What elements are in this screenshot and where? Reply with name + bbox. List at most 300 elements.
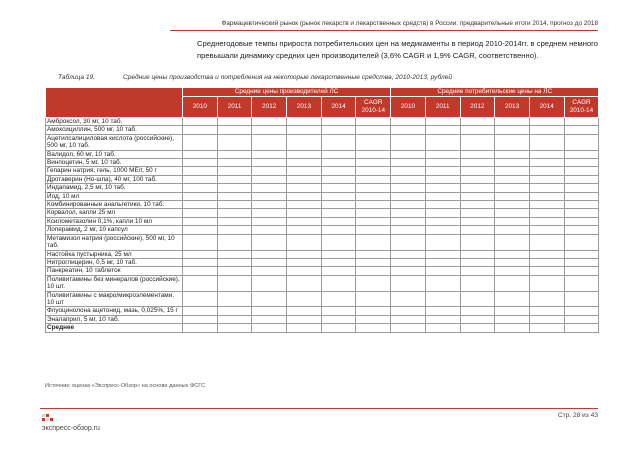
value-cell — [287, 315, 322, 323]
prices-table — [45, 87, 599, 333]
value-cell — [495, 192, 530, 200]
value-cell — [529, 118, 564, 126]
row-label: Амброксол, 30 мг, 10 таб. — [46, 118, 183, 126]
value-cell — [321, 315, 356, 323]
value-cell — [425, 217, 460, 225]
value-cell — [217, 226, 252, 234]
intro-paragraph: Среднегодовые темпы прироста потребительских цен на медикаменты в период 2010-2014гг. в среднем немного превышали динамику средних цен производителей (3,6% CAGR и 1,9% CAGR, соответственно). — [197, 39, 598, 60]
value-cell — [564, 159, 599, 167]
value-cell — [564, 201, 599, 209]
value-cell — [460, 201, 495, 209]
value-cell — [495, 226, 530, 234]
value-cell — [356, 324, 391, 332]
value-cell — [252, 291, 287, 307]
year-header: 2011 — [217, 97, 252, 118]
table-row — [46, 258, 599, 266]
value-cell — [356, 167, 391, 175]
value-cell — [460, 307, 495, 315]
value-cell — [391, 324, 426, 332]
value-cell — [356, 217, 391, 225]
value-cell — [495, 134, 530, 150]
value-cell — [356, 234, 391, 250]
value-cell — [356, 201, 391, 209]
value-cell — [495, 234, 530, 250]
value-cell — [564, 267, 599, 275]
value-cell — [217, 134, 252, 150]
value-cell — [217, 258, 252, 266]
value-cell — [356, 150, 391, 158]
value-cell — [287, 201, 322, 209]
value-cell — [183, 159, 218, 167]
value-cell — [425, 315, 460, 323]
value-cell — [529, 192, 564, 200]
value-cell — [529, 159, 564, 167]
value-cell — [356, 307, 391, 315]
value-cell — [252, 184, 287, 192]
value-cell — [564, 184, 599, 192]
value-cell — [183, 209, 218, 217]
group-header-consumer: Средние потребительские цены на ЛС — [391, 88, 599, 97]
row-label: Поливитамины с макро/микроэлементами, 10 шт — [46, 291, 183, 307]
value-cell — [287, 324, 322, 332]
value-cell — [287, 275, 322, 291]
value-cell — [217, 201, 252, 209]
value-cell — [217, 118, 252, 126]
source-note: Источник: оценка «Экспресс-Обзор» на основе данных ФСГС — [45, 383, 206, 389]
value-cell — [425, 250, 460, 258]
value-cell — [183, 234, 218, 250]
row-label: Метамизол натрия (российские), 500 мг, 10 таб. — [46, 234, 183, 250]
table-row — [46, 175, 599, 183]
value-cell — [391, 234, 426, 250]
value-cell — [391, 201, 426, 209]
value-cell — [217, 307, 252, 315]
value-cell — [321, 258, 356, 266]
value-cell — [252, 258, 287, 266]
page-header: Фармацевтический рынок (рынок лекарств и лекарственных средств) в России: предварительные итоги 2014, прогноз до 2018 — [170, 20, 598, 31]
value-cell — [217, 209, 252, 217]
value-cell — [217, 217, 252, 225]
value-cell — [564, 291, 599, 307]
value-cell — [425, 209, 460, 217]
value-cell — [252, 250, 287, 258]
table-caption — [58, 74, 598, 81]
value-cell — [287, 258, 322, 266]
value-cell — [252, 167, 287, 175]
table-row — [46, 250, 599, 258]
year-header: 2010 — [183, 97, 218, 118]
value-cell — [183, 267, 218, 275]
value-cell — [391, 167, 426, 175]
value-cell — [287, 167, 322, 175]
value-cell — [564, 150, 599, 158]
value-cell — [252, 159, 287, 167]
table-title: Средние цены производства и потребления на некоторые лекарственные средства, 2010-2013, рублей — [123, 74, 453, 81]
value-cell — [529, 315, 564, 323]
value-cell — [391, 291, 426, 307]
value-cell — [252, 267, 287, 275]
year-header: 2011 — [425, 97, 460, 118]
cagr-header: CAGR 2010-14 — [356, 97, 391, 118]
value-cell — [391, 258, 426, 266]
value-cell — [183, 118, 218, 126]
value-cell — [252, 118, 287, 126]
value-cell — [495, 167, 530, 175]
value-cell — [460, 192, 495, 200]
value-cell — [460, 250, 495, 258]
value-cell — [183, 275, 218, 291]
value-cell — [425, 167, 460, 175]
value-cell — [391, 209, 426, 217]
value-cell — [425, 324, 460, 332]
row-label: Корвалол, капли 25 мл — [46, 209, 183, 217]
value-cell — [391, 126, 426, 134]
value-cell — [529, 150, 564, 158]
value-cell — [287, 159, 322, 167]
value-cell — [425, 126, 460, 134]
value-cell — [529, 267, 564, 275]
table-row — [46, 118, 599, 126]
value-cell — [495, 150, 530, 158]
value-cell — [495, 267, 530, 275]
value-cell — [529, 291, 564, 307]
value-cell — [321, 175, 356, 183]
value-cell — [356, 192, 391, 200]
value-cell — [321, 201, 356, 209]
value-cell — [356, 134, 391, 150]
value-cell — [425, 118, 460, 126]
value-cell — [252, 324, 287, 332]
table-row — [46, 184, 599, 192]
value-cell — [460, 226, 495, 234]
table-row — [46, 307, 599, 315]
value-cell — [564, 134, 599, 150]
row-label: Валидол, 60 мг, 10 таб. — [46, 150, 183, 158]
year-header: 2014 — [529, 97, 564, 118]
value-cell — [356, 250, 391, 258]
value-cell — [321, 126, 356, 134]
value-cell — [495, 250, 530, 258]
value-cell — [564, 175, 599, 183]
table-row — [46, 275, 599, 291]
footer-divider — [40, 408, 598, 409]
value-cell — [529, 134, 564, 150]
logo-icon — [40, 412, 140, 434]
value-cell — [495, 217, 530, 225]
value-cell — [564, 307, 599, 315]
value-cell — [356, 175, 391, 183]
value-cell — [356, 118, 391, 126]
value-cell — [391, 250, 426, 258]
table-row — [46, 234, 599, 250]
table-row — [46, 315, 599, 323]
logo-text: экспресс-обзор.ru — [42, 425, 100, 432]
value-cell — [183, 258, 218, 266]
row-label: Панкреатин, 10 таблеток — [46, 267, 183, 275]
value-cell — [425, 184, 460, 192]
value-cell — [460, 118, 495, 126]
value-cell — [564, 226, 599, 234]
value-cell — [356, 184, 391, 192]
value-cell — [252, 134, 287, 150]
value-cell — [391, 150, 426, 158]
table-row — [46, 267, 599, 275]
value-cell — [564, 315, 599, 323]
value-cell — [287, 192, 322, 200]
value-cell — [183, 315, 218, 323]
row-label: Настойка пустырника, 25 мл — [46, 250, 183, 258]
value-cell — [252, 201, 287, 209]
value-cell — [287, 126, 322, 134]
value-cell — [321, 209, 356, 217]
value-cell — [287, 234, 322, 250]
year-header: 2012 — [252, 97, 287, 118]
value-cell — [391, 226, 426, 234]
value-cell — [425, 134, 460, 150]
value-cell — [321, 324, 356, 332]
value-cell — [495, 258, 530, 266]
value-cell — [460, 126, 495, 134]
value-cell — [321, 118, 356, 126]
value-cell — [287, 118, 322, 126]
header-corner — [46, 88, 183, 118]
value-cell — [529, 307, 564, 315]
value-cell — [495, 291, 530, 307]
value-cell — [183, 192, 218, 200]
value-cell — [391, 275, 426, 291]
value-cell — [460, 275, 495, 291]
value-cell — [321, 291, 356, 307]
value-cell — [183, 167, 218, 175]
value-cell — [217, 175, 252, 183]
value-cell — [425, 258, 460, 266]
table-row — [46, 291, 599, 307]
value-cell — [529, 126, 564, 134]
value-cell — [287, 209, 322, 217]
value-cell — [287, 267, 322, 275]
value-cell — [529, 184, 564, 192]
value-cell — [252, 175, 287, 183]
value-cell — [495, 184, 530, 192]
value-cell — [321, 275, 356, 291]
value-cell — [217, 150, 252, 158]
row-label: Эналаприл, 5 мг, 10 таб. — [46, 315, 183, 323]
value-cell — [391, 175, 426, 183]
value-cell — [460, 134, 495, 150]
year-header: 2012 — [460, 97, 495, 118]
row-label: Гепарин натрия, гель, 1000 МЕ/г, 50 г — [46, 167, 183, 175]
value-cell — [217, 250, 252, 258]
value-cell — [321, 134, 356, 150]
value-cell — [495, 275, 530, 291]
value-cell — [356, 226, 391, 234]
value-cell — [564, 192, 599, 200]
value-cell — [183, 291, 218, 307]
value-cell — [564, 275, 599, 291]
value-cell — [529, 201, 564, 209]
value-cell — [391, 307, 426, 315]
value-cell — [425, 291, 460, 307]
value-cell — [252, 226, 287, 234]
value-cell — [495, 209, 530, 217]
value-cell — [217, 184, 252, 192]
value-cell — [425, 192, 460, 200]
value-cell — [217, 275, 252, 291]
value-cell — [564, 217, 599, 225]
value-cell — [321, 192, 356, 200]
table-row — [46, 167, 599, 175]
value-cell — [425, 150, 460, 158]
value-cell — [564, 209, 599, 217]
row-label: Амоксициллин, 500 мг, 10 таб. — [46, 126, 183, 134]
value-cell — [217, 192, 252, 200]
table-row — [46, 226, 599, 234]
value-cell — [217, 315, 252, 323]
table-row — [46, 209, 599, 217]
value-cell — [425, 175, 460, 183]
value-cell — [183, 217, 218, 225]
value-cell — [495, 201, 530, 209]
value-cell — [356, 126, 391, 134]
value-cell — [564, 324, 599, 332]
value-cell — [183, 175, 218, 183]
value-cell — [495, 324, 530, 332]
value-cell — [356, 291, 391, 307]
cagr-header: CAGR 2010-14 — [564, 97, 599, 118]
value-cell — [495, 315, 530, 323]
value-cell — [529, 275, 564, 291]
row-label: Ксилометазолин 0,1%, капли 10 мл — [46, 217, 183, 225]
value-cell — [425, 234, 460, 250]
value-cell — [460, 217, 495, 225]
value-cell — [287, 184, 322, 192]
row-label: Дротаверин (Но-шпа), 40 мг, 100 таб. — [46, 175, 183, 183]
row-label: Среднее — [46, 324, 183, 332]
table-row — [46, 159, 599, 167]
value-cell — [391, 159, 426, 167]
value-cell — [252, 150, 287, 158]
value-cell — [564, 167, 599, 175]
value-cell — [321, 267, 356, 275]
value-cell — [321, 150, 356, 158]
row-label: Индапамид, 2,5 мг, 10 таб. — [46, 184, 183, 192]
value-cell — [529, 324, 564, 332]
value-cell — [564, 250, 599, 258]
value-cell — [183, 250, 218, 258]
value-cell — [287, 226, 322, 234]
page-number: Стр. 28 из 43 — [557, 412, 598, 419]
value-cell — [425, 275, 460, 291]
value-cell — [529, 209, 564, 217]
value-cell — [564, 118, 599, 126]
row-label: Лоперамид, 2 мг, 10 капсул — [46, 226, 183, 234]
value-cell — [391, 267, 426, 275]
value-cell — [425, 267, 460, 275]
value-cell — [287, 250, 322, 258]
row-label: Комбинированные анальгетики, 10 таб. — [46, 201, 183, 209]
value-cell — [183, 307, 218, 315]
value-cell — [356, 275, 391, 291]
value-cell — [425, 307, 460, 315]
value-cell — [460, 267, 495, 275]
table-row — [46, 150, 599, 158]
table-row — [46, 217, 599, 225]
value-cell — [529, 226, 564, 234]
value-cell — [564, 234, 599, 250]
value-cell — [391, 315, 426, 323]
value-cell — [460, 234, 495, 250]
value-cell — [321, 226, 356, 234]
value-cell — [287, 175, 322, 183]
value-cell — [252, 275, 287, 291]
value-cell — [356, 258, 391, 266]
row-label: Нитроглицерин, 0,5 мг, 10 таб. — [46, 258, 183, 266]
value-cell — [252, 315, 287, 323]
value-cell — [460, 150, 495, 158]
value-cell — [252, 192, 287, 200]
value-cell — [460, 324, 495, 332]
table-row — [46, 134, 599, 150]
value-cell — [529, 217, 564, 225]
value-cell — [495, 118, 530, 126]
table-row — [46, 201, 599, 209]
value-cell — [321, 307, 356, 315]
value-cell — [391, 134, 426, 150]
value-cell — [321, 184, 356, 192]
value-cell — [217, 267, 252, 275]
value-cell — [529, 258, 564, 266]
value-cell — [529, 167, 564, 175]
value-cell — [183, 324, 218, 332]
value-cell — [287, 150, 322, 158]
value-cell — [529, 234, 564, 250]
value-cell — [356, 315, 391, 323]
value-cell — [495, 307, 530, 315]
value-cell — [252, 126, 287, 134]
value-cell — [425, 226, 460, 234]
value-cell — [356, 159, 391, 167]
value-cell — [183, 150, 218, 158]
logo-mark — [42, 414, 53, 421]
value-cell — [460, 258, 495, 266]
row-label: Йод, 10 мл — [46, 192, 183, 200]
value-cell — [217, 234, 252, 250]
value-cell — [460, 315, 495, 323]
value-cell — [425, 201, 460, 209]
value-cell — [321, 250, 356, 258]
value-cell — [391, 192, 426, 200]
value-cell — [321, 159, 356, 167]
value-cell — [460, 167, 495, 175]
year-header: 2013 — [495, 97, 530, 118]
row-label: Поливитамины без минералов (российские), 10 шт. — [46, 275, 183, 291]
value-cell — [425, 159, 460, 167]
row-label: Винпоцетин, 5 мг, 10 таб. — [46, 159, 183, 167]
value-cell — [183, 134, 218, 150]
value-cell — [495, 175, 530, 183]
group-header-producer: Средние цены производителей ЛС — [183, 88, 391, 97]
value-cell — [287, 217, 322, 225]
value-cell — [252, 209, 287, 217]
row-label: Флуоцинолона ацетонид, мазь, 0,025%, 15 г — [46, 307, 183, 315]
value-cell — [529, 250, 564, 258]
value-cell — [183, 184, 218, 192]
year-header: 2010 — [391, 97, 426, 118]
value-cell — [321, 234, 356, 250]
value-cell — [495, 126, 530, 134]
year-header: 2014 — [321, 97, 356, 118]
year-header: 2013 — [287, 97, 322, 118]
